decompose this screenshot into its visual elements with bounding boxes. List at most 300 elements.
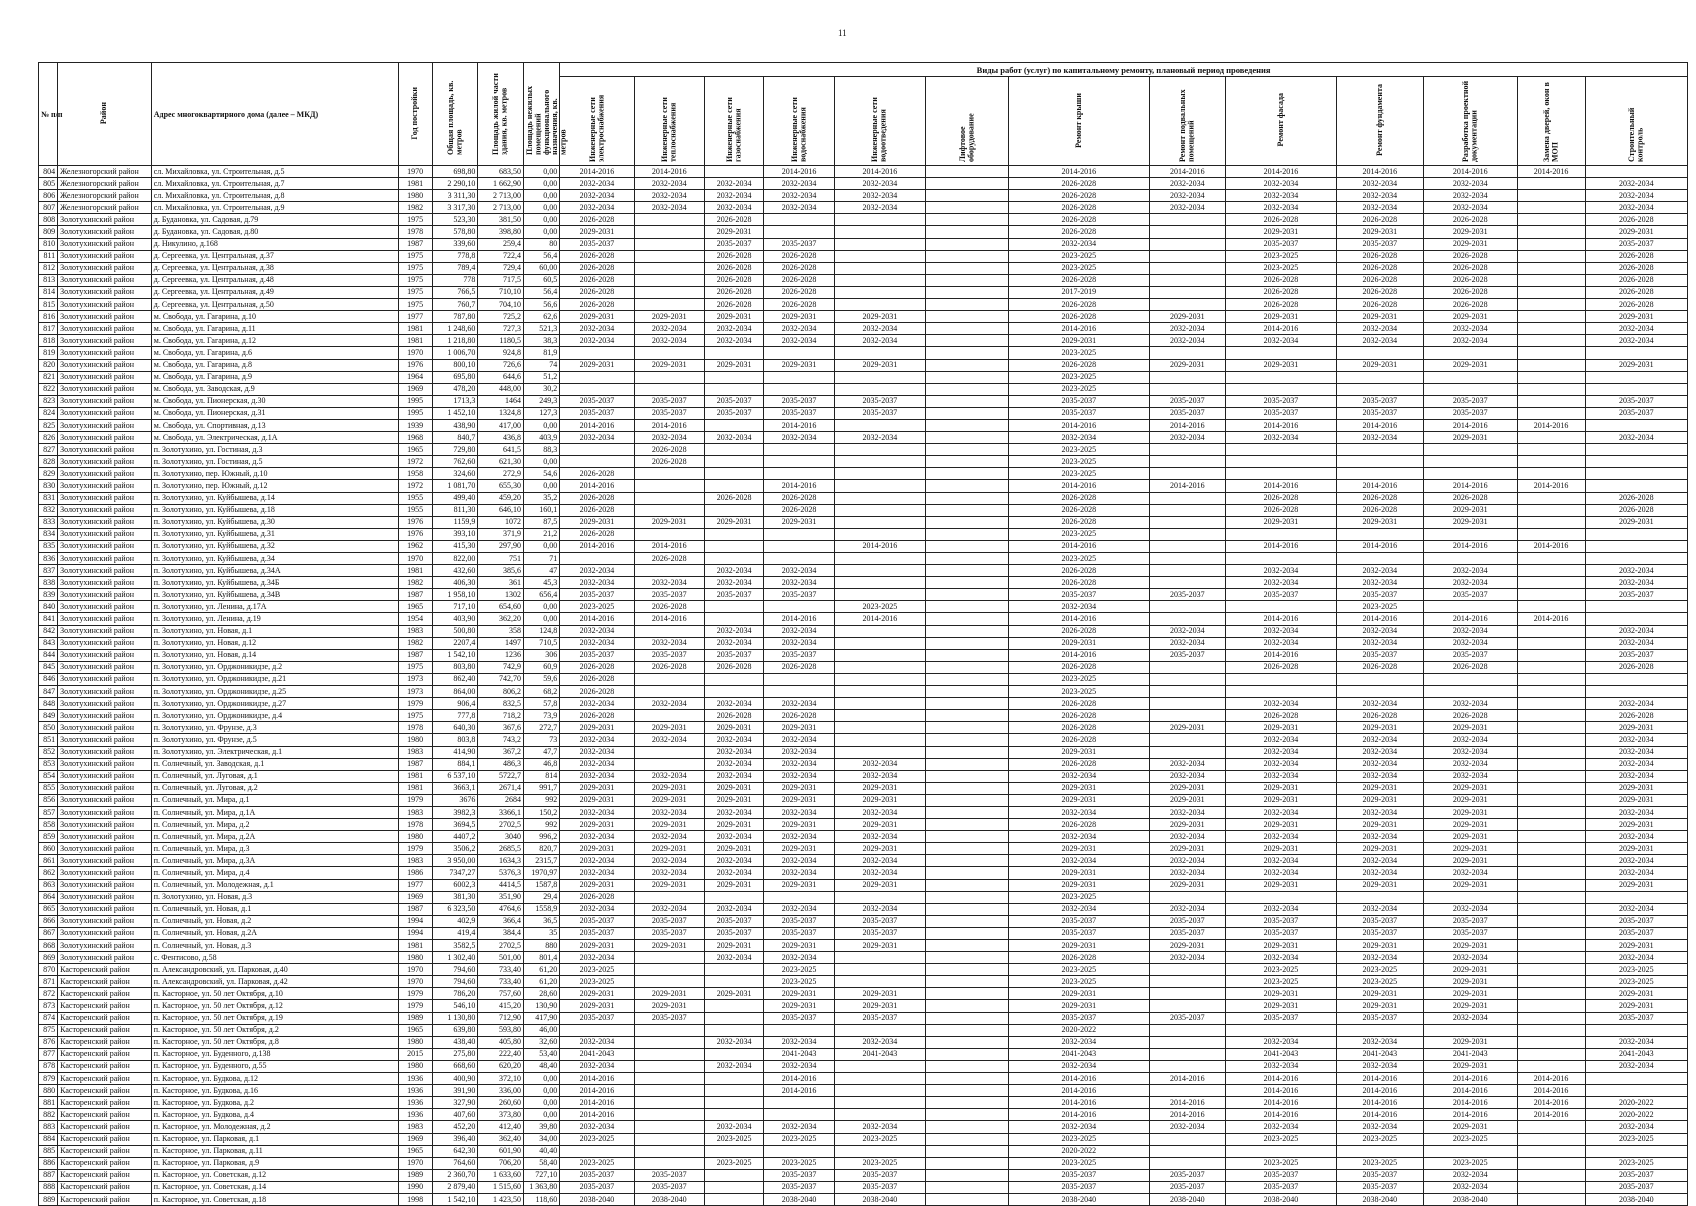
cell-nonliving-area: 127,3 bbox=[524, 407, 560, 419]
cell-roof: 2035-2037 bbox=[1009, 915, 1149, 927]
cell-basement: 2032-2034 bbox=[1149, 1121, 1226, 1133]
cell-design-docs: 2026-2028 bbox=[1423, 250, 1517, 262]
cell-build-year: 1955 bbox=[398, 504, 432, 516]
cell-foundation: 2032-2034 bbox=[1336, 565, 1423, 577]
cell-row-number: 877 bbox=[39, 1048, 58, 1060]
cell-basement bbox=[1149, 238, 1226, 250]
cell-electricity: 2029-2031 bbox=[560, 843, 634, 855]
cell-nonliving-area: 56,4 bbox=[524, 250, 560, 262]
cell-nonliving-area: 417,90 bbox=[524, 1012, 560, 1024]
cell-build-year: 1979 bbox=[398, 988, 432, 1000]
cell-drainage: 2035-2037 bbox=[834, 1169, 925, 1181]
cell-total-area: 778,8 bbox=[432, 250, 478, 262]
cell-water-supply: 2032-2034 bbox=[764, 867, 834, 879]
cell-row-number: 846 bbox=[39, 673, 58, 685]
cell-district: Золотухинский район bbox=[58, 214, 152, 226]
cell-facade: 2023-2025 bbox=[1226, 250, 1337, 262]
cell-construction-control: 2032-2034 bbox=[1585, 637, 1687, 649]
cell-row-number: 849 bbox=[39, 710, 58, 722]
cell-design-docs: 2029-2031 bbox=[1423, 722, 1517, 734]
cell-elevator bbox=[926, 879, 1009, 891]
cell-basement: 2035-2037 bbox=[1149, 407, 1226, 419]
cell-elevator bbox=[926, 299, 1009, 311]
cell-roof: 2029-2031 bbox=[1009, 843, 1149, 855]
cell-water-supply: 2032-2034 bbox=[764, 758, 834, 770]
cell-heating: 2032-2034 bbox=[634, 806, 704, 818]
cell-doors-windows bbox=[1517, 891, 1585, 903]
table-row bbox=[39, 1085, 1688, 1097]
cell-foundation: 2032-2034 bbox=[1336, 903, 1423, 915]
cell-foundation: 2014-2016 bbox=[1336, 166, 1423, 178]
cell-elevator bbox=[926, 661, 1009, 673]
cell-design-docs: 2029-2031 bbox=[1423, 1036, 1517, 1048]
cell-water-supply: 2026-2028 bbox=[764, 262, 834, 274]
cell-design-docs: 2032-2034 bbox=[1423, 323, 1517, 335]
cell-water-supply: 2023-2025 bbox=[764, 964, 834, 976]
cell-basement: 2032-2034 bbox=[1149, 770, 1226, 782]
cell-design-docs: 2032-2034 bbox=[1423, 734, 1517, 746]
cell-drainage: 2014-2016 bbox=[834, 613, 925, 625]
cell-row-number: 863 bbox=[39, 879, 58, 891]
cell-foundation: 2035-2037 bbox=[1336, 589, 1423, 601]
cell-district: Золотухинский район bbox=[58, 238, 152, 250]
cell-foundation: 2023-2025 bbox=[1336, 1157, 1423, 1169]
cell-address: п. Солнечный, ул. Новая, д.2А bbox=[151, 927, 398, 939]
cell-roof: 2026-2028 bbox=[1009, 202, 1149, 214]
cell-address: п. Солнечный, ул. Мира, д.1 bbox=[151, 794, 398, 806]
table-row bbox=[39, 1133, 1688, 1145]
cell-electricity: 2014-2016 bbox=[560, 1109, 634, 1121]
cell-total-area: 3 311,30 bbox=[432, 190, 478, 202]
cell-living-area: 1497 bbox=[478, 637, 524, 649]
cell-basement: 2032-2034 bbox=[1149, 952, 1226, 964]
cell-nonliving-area: 36,5 bbox=[524, 915, 560, 927]
cell-nonliving-area: 56,4 bbox=[524, 286, 560, 298]
cell-elevator bbox=[926, 480, 1009, 492]
cell-nonliving-area: 57,8 bbox=[524, 698, 560, 710]
cell-district: Касторенский район bbox=[58, 988, 152, 1000]
cell-address: д. Сергеевка, ул. Центральная, д.49 bbox=[151, 286, 398, 298]
cell-design-docs: 2026-2028 bbox=[1423, 299, 1517, 311]
cell-doors-windows bbox=[1517, 782, 1585, 794]
cell-foundation: 2032-2034 bbox=[1336, 1036, 1423, 1048]
cell-facade: 2029-2031 bbox=[1226, 879, 1337, 891]
cell-construction-control: 2026-2028 bbox=[1585, 504, 1687, 516]
cell-construction-control bbox=[1585, 553, 1687, 565]
cell-nonliving-area: 74 bbox=[524, 359, 560, 371]
cell-construction-control: 2035-2037 bbox=[1585, 407, 1687, 419]
cell-total-area: 789,4 bbox=[432, 262, 478, 274]
col-header-foundation bbox=[1336, 77, 1423, 166]
cell-electricity: 2029-2031 bbox=[560, 226, 634, 238]
table-row bbox=[39, 927, 1688, 939]
cell-doors-windows bbox=[1517, 395, 1585, 407]
cell-doors-windows bbox=[1517, 806, 1585, 818]
cell-address: п. Золотухино, ул. Куйбышева, д.14 bbox=[151, 492, 398, 504]
col-header-doors-windows bbox=[1517, 77, 1585, 166]
cell-build-year: 1973 bbox=[398, 686, 432, 698]
cell-roof: 2026-2028 bbox=[1009, 565, 1149, 577]
cell-address: п. Солнечный, ул. Новая, д.1 bbox=[151, 903, 398, 915]
cell-drainage bbox=[834, 528, 925, 540]
cell-build-year: 1979 bbox=[398, 843, 432, 855]
cell-elevator bbox=[926, 1036, 1009, 1048]
col-header-construction-control bbox=[1585, 77, 1687, 166]
cell-district: Касторенский район bbox=[58, 1012, 152, 1024]
cell-drainage bbox=[834, 734, 925, 746]
cell-row-number: 886 bbox=[39, 1157, 58, 1169]
capital-repair-table bbox=[38, 62, 1688, 1206]
cell-elevator bbox=[926, 565, 1009, 577]
cell-facade: 2032-2034 bbox=[1226, 565, 1337, 577]
cell-nonliving-area: 0,00 bbox=[524, 1073, 560, 1085]
cell-electricity: 2032-2034 bbox=[560, 734, 634, 746]
cell-district: Касторенский район bbox=[58, 1169, 152, 1181]
cell-foundation: 2029-2031 bbox=[1336, 1000, 1423, 1012]
cell-living-area: 367,2 bbox=[478, 746, 524, 758]
cell-water-supply: 2035-2037 bbox=[764, 395, 834, 407]
cell-electricity: 2029-2031 bbox=[560, 782, 634, 794]
cell-heating bbox=[634, 710, 704, 722]
table-row bbox=[39, 238, 1688, 250]
cell-living-area: 1464 bbox=[478, 395, 524, 407]
cell-address: п. Касторное, ул. Советская, д.14 bbox=[151, 1181, 398, 1193]
table-row bbox=[39, 903, 1688, 915]
cell-build-year: 1972 bbox=[398, 480, 432, 492]
col-header-elevator bbox=[926, 77, 1009, 166]
cell-build-year: 1982 bbox=[398, 577, 432, 589]
cell-district: Золотухинский район bbox=[58, 613, 152, 625]
cell-doors-windows bbox=[1517, 964, 1585, 976]
cell-doors-windows bbox=[1517, 286, 1585, 298]
cell-living-area: 384,4 bbox=[478, 927, 524, 939]
cell-elevator bbox=[926, 492, 1009, 504]
cell-basement: 2029-2031 bbox=[1149, 843, 1226, 855]
cell-total-area: 787,80 bbox=[432, 311, 478, 323]
cell-basement bbox=[1149, 540, 1226, 552]
cell-facade bbox=[1226, 444, 1337, 456]
cell-district: Золотухинский район bbox=[58, 553, 152, 565]
cell-heating bbox=[634, 891, 704, 903]
cell-elevator bbox=[926, 1085, 1009, 1097]
cell-roof: 2035-2037 bbox=[1009, 589, 1149, 601]
table-row bbox=[39, 323, 1688, 335]
cell-doors-windows bbox=[1517, 492, 1585, 504]
cell-design-docs bbox=[1423, 347, 1517, 359]
cell-district: Золотухинский район bbox=[58, 649, 152, 661]
cell-gas bbox=[704, 1012, 764, 1024]
col-header-total-area bbox=[432, 63, 478, 166]
cell-foundation: 2026-2028 bbox=[1336, 262, 1423, 274]
cell-gas: 2026-2028 bbox=[704, 661, 764, 673]
cell-nonliving-area: 0,00 bbox=[524, 190, 560, 202]
col-header-gas-label: Инженерные сети газоснабжения bbox=[724, 97, 743, 162]
cell-district: Золотухинский район bbox=[58, 601, 152, 613]
cell-address: п. Касторное, ул. Парковая, д.1 bbox=[151, 1133, 398, 1145]
cell-facade: 2032-2034 bbox=[1226, 867, 1337, 879]
cell-basement: 2029-2031 bbox=[1149, 819, 1226, 831]
cell-nonliving-area: 0,00 bbox=[524, 1097, 560, 1109]
cell-foundation: 2014-2016 bbox=[1336, 1085, 1423, 1097]
table-row bbox=[39, 407, 1688, 419]
cell-doors-windows bbox=[1517, 1169, 1585, 1181]
cell-total-area: 523,30 bbox=[432, 214, 478, 226]
cell-water-supply: 2035-2037 bbox=[764, 1169, 834, 1181]
cell-design-docs bbox=[1423, 891, 1517, 903]
cell-roof: 2032-2034 bbox=[1009, 1121, 1149, 1133]
cell-nonliving-area: 2315,7 bbox=[524, 855, 560, 867]
cell-district: Золотухинский район bbox=[58, 710, 152, 722]
cell-design-docs: 2014-2016 bbox=[1423, 1073, 1517, 1085]
cell-roof: 2026-2028 bbox=[1009, 226, 1149, 238]
cell-build-year: 1970 bbox=[398, 964, 432, 976]
cell-construction-control: 2035-2037 bbox=[1585, 395, 1687, 407]
cell-water-supply: 2029-2031 bbox=[764, 516, 834, 528]
cell-water-supply: 2032-2034 bbox=[764, 625, 834, 637]
table-row bbox=[39, 782, 1688, 794]
cell-total-area: 4407,2 bbox=[432, 831, 478, 843]
cell-water-supply bbox=[764, 371, 834, 383]
cell-build-year: 1975 bbox=[398, 262, 432, 274]
cell-elevator bbox=[926, 964, 1009, 976]
cell-doors-windows bbox=[1517, 843, 1585, 855]
cell-basement: 2032-2034 bbox=[1149, 323, 1226, 335]
cell-water-supply: 2029-2031 bbox=[764, 843, 834, 855]
cell-doors-windows bbox=[1517, 589, 1585, 601]
table-row bbox=[39, 976, 1688, 988]
cell-water-supply bbox=[764, 1145, 834, 1157]
cell-design-docs: 2014-2016 bbox=[1423, 166, 1517, 178]
cell-construction-control bbox=[1585, 383, 1687, 395]
cell-nonliving-area: 0,00 bbox=[524, 613, 560, 625]
cell-doors-windows bbox=[1517, 746, 1585, 758]
cell-elevator bbox=[926, 262, 1009, 274]
cell-roof: 2014-2016 bbox=[1009, 1085, 1149, 1097]
table-body bbox=[39, 166, 1688, 1206]
cell-water-supply: 2032-2034 bbox=[764, 734, 834, 746]
cell-address: п. Золотухино, ул. Орджоникидзе, д.21 bbox=[151, 673, 398, 685]
cell-living-area: 806,2 bbox=[478, 686, 524, 698]
cell-drainage: 2014-2016 bbox=[834, 166, 925, 178]
cell-water-supply: 2032-2034 bbox=[764, 637, 834, 649]
cell-construction-control: 2032-2034 bbox=[1585, 202, 1687, 214]
cell-total-area: 777,8 bbox=[432, 710, 478, 722]
cell-gas: 2032-2034 bbox=[704, 806, 764, 818]
cell-build-year: 1989 bbox=[398, 1169, 432, 1181]
cell-foundation: 2032-2034 bbox=[1336, 432, 1423, 444]
cell-elevator bbox=[926, 1000, 1009, 1012]
cell-heating: 2035-2037 bbox=[634, 1181, 704, 1193]
cell-heating: 2029-2031 bbox=[634, 794, 704, 806]
cell-total-area: 1 302,40 bbox=[432, 952, 478, 964]
cell-water-supply: 2032-2034 bbox=[764, 1121, 834, 1133]
cell-total-area: 778 bbox=[432, 274, 478, 286]
cell-construction-control: 2032-2034 bbox=[1585, 746, 1687, 758]
cell-elevator bbox=[926, 577, 1009, 589]
cell-doors-windows bbox=[1517, 311, 1585, 323]
cell-heating: 2029-2031 bbox=[634, 819, 704, 831]
table-row bbox=[39, 1000, 1688, 1012]
cell-drainage: 2029-2031 bbox=[834, 988, 925, 1000]
cell-living-area: 743,2 bbox=[478, 734, 524, 746]
cell-district: Золотухинский район bbox=[58, 480, 152, 492]
cell-facade: 2023-2025 bbox=[1226, 976, 1337, 988]
cell-build-year: 1969 bbox=[398, 891, 432, 903]
cell-construction-control bbox=[1585, 891, 1687, 903]
cell-gas: 2032-2034 bbox=[704, 1036, 764, 1048]
table-row bbox=[39, 637, 1688, 649]
cell-gas bbox=[704, 456, 764, 468]
cell-heating bbox=[634, 371, 704, 383]
col-header-doors-windows-label: Замена дверей, окон в МОП bbox=[1541, 82, 1560, 162]
cell-roof: 2032-2034 bbox=[1009, 806, 1149, 818]
cell-electricity bbox=[560, 347, 634, 359]
cell-living-area: 2702,5 bbox=[478, 940, 524, 952]
cell-build-year: 1980 bbox=[398, 190, 432, 202]
cell-build-year: 1998 bbox=[398, 1193, 432, 1205]
col-header-facade bbox=[1226, 77, 1337, 166]
cell-living-area: 1236 bbox=[478, 649, 524, 661]
cell-nonliving-area: 47 bbox=[524, 565, 560, 577]
col-header-gas bbox=[704, 77, 764, 166]
cell-drainage: 2029-2031 bbox=[834, 359, 925, 371]
cell-water-supply: 2032-2034 bbox=[764, 698, 834, 710]
cell-drainage: 2029-2031 bbox=[834, 843, 925, 855]
cell-drainage bbox=[834, 589, 925, 601]
cell-row-number: 887 bbox=[39, 1169, 58, 1181]
cell-construction-control: 2026-2028 bbox=[1585, 274, 1687, 286]
cell-heating: 2029-2031 bbox=[634, 782, 704, 794]
cell-water-supply: 2029-2031 bbox=[764, 359, 834, 371]
cell-electricity: 2029-2031 bbox=[560, 311, 634, 323]
cell-doors-windows: 2014-2016 bbox=[1517, 419, 1585, 431]
cell-elevator bbox=[926, 794, 1009, 806]
table-row bbox=[39, 492, 1688, 504]
cell-roof: 2029-2031 bbox=[1009, 879, 1149, 891]
cell-living-area: 729,4 bbox=[478, 262, 524, 274]
cell-heating: 2035-2037 bbox=[634, 1169, 704, 1181]
cell-address: д. Будановка, ул. Садовая, д.80 bbox=[151, 226, 398, 238]
cell-doors-windows bbox=[1517, 952, 1585, 964]
cell-total-area: 1713,3 bbox=[432, 395, 478, 407]
cell-living-area: 2 713,00 bbox=[478, 190, 524, 202]
cell-roof: 2026-2028 bbox=[1009, 722, 1149, 734]
cell-roof: 2029-2031 bbox=[1009, 335, 1149, 347]
cell-heating: 2035-2037 bbox=[634, 927, 704, 939]
cell-heating: 2032-2034 bbox=[634, 178, 704, 190]
cell-roof: 2026-2028 bbox=[1009, 311, 1149, 323]
cell-drainage bbox=[834, 214, 925, 226]
cell-roof: 2014-2016 bbox=[1009, 1073, 1149, 1085]
cell-foundation: 2029-2031 bbox=[1336, 516, 1423, 528]
cell-row-number: 824 bbox=[39, 407, 58, 419]
cell-row-number: 822 bbox=[39, 383, 58, 395]
cell-electricity: 2032-2034 bbox=[560, 190, 634, 202]
cell-heating bbox=[634, 262, 704, 274]
cell-district: Золотухинский район bbox=[58, 589, 152, 601]
cell-address: п. Золотухино, ул. Куйбышева, д.34В bbox=[151, 589, 398, 601]
cell-district: Золотухинский район bbox=[58, 661, 152, 673]
cell-design-docs: 2032-2034 bbox=[1423, 565, 1517, 577]
cell-total-area: 400,90 bbox=[432, 1073, 478, 1085]
cell-doors-windows bbox=[1517, 661, 1585, 673]
cell-district: Касторенский район bbox=[58, 1085, 152, 1097]
cell-basement bbox=[1149, 746, 1226, 758]
cell-elevator bbox=[926, 1181, 1009, 1193]
cell-doors-windows bbox=[1517, 371, 1585, 383]
cell-gas bbox=[704, 371, 764, 383]
cell-elevator bbox=[926, 202, 1009, 214]
cell-design-docs bbox=[1423, 553, 1517, 565]
cell-basement bbox=[1149, 613, 1226, 625]
cell-design-docs: 2032-2034 bbox=[1423, 625, 1517, 637]
cell-drainage bbox=[834, 952, 925, 964]
cell-address: д. Сергеевка, ул. Центральная, д.37 bbox=[151, 250, 398, 262]
cell-foundation bbox=[1336, 528, 1423, 540]
cell-doors-windows bbox=[1517, 359, 1585, 371]
cell-design-docs bbox=[1423, 528, 1517, 540]
cell-nonliving-area: 59,6 bbox=[524, 673, 560, 685]
cell-total-area: 546,10 bbox=[432, 1000, 478, 1012]
cell-basement: 2029-2031 bbox=[1149, 782, 1226, 794]
cell-foundation: 2026-2028 bbox=[1336, 274, 1423, 286]
cell-construction-control: 2020-2022 bbox=[1585, 1109, 1687, 1121]
cell-doors-windows bbox=[1517, 262, 1585, 274]
cell-heating bbox=[634, 468, 704, 480]
cell-row-number: 807 bbox=[39, 202, 58, 214]
cell-roof: 2035-2037 bbox=[1009, 1012, 1149, 1024]
cell-living-area: 2671,4 bbox=[478, 782, 524, 794]
table-row bbox=[39, 589, 1688, 601]
cell-row-number: 862 bbox=[39, 867, 58, 879]
cell-address: п. Касторное, ул. Будкова, д.12 bbox=[151, 1073, 398, 1085]
cell-elevator bbox=[926, 1048, 1009, 1060]
cell-total-area: 393,10 bbox=[432, 528, 478, 540]
cell-elevator bbox=[926, 178, 1009, 190]
cell-living-area: 2702,5 bbox=[478, 819, 524, 831]
cell-total-area: 2 360,70 bbox=[432, 1169, 478, 1181]
cell-living-area: 621,30 bbox=[478, 456, 524, 468]
cell-build-year: 1983 bbox=[398, 625, 432, 637]
cell-construction-control: 2029-2031 bbox=[1585, 782, 1687, 794]
cell-heating: 2014-2016 bbox=[634, 613, 704, 625]
cell-basement: 2032-2034 bbox=[1149, 831, 1226, 843]
cell-foundation: 2026-2028 bbox=[1336, 504, 1423, 516]
cell-row-number: 842 bbox=[39, 625, 58, 637]
cell-gas: 2026-2028 bbox=[704, 274, 764, 286]
cell-district: Золотухинский район bbox=[58, 299, 152, 311]
cell-elevator bbox=[926, 456, 1009, 468]
cell-roof: 2014-2016 bbox=[1009, 323, 1149, 335]
cell-total-area: 803,8 bbox=[432, 734, 478, 746]
cell-heating bbox=[634, 976, 704, 988]
cell-elevator bbox=[926, 1097, 1009, 1109]
table-row bbox=[39, 722, 1688, 734]
cell-foundation: 2026-2028 bbox=[1336, 214, 1423, 226]
cell-build-year: 1954 bbox=[398, 613, 432, 625]
cell-elevator bbox=[926, 673, 1009, 685]
cell-row-number: 867 bbox=[39, 927, 58, 939]
cell-gas bbox=[704, 166, 764, 178]
cell-living-area: 371,9 bbox=[478, 528, 524, 540]
cell-electricity bbox=[560, 1145, 634, 1157]
cell-total-area: 3 317,30 bbox=[432, 202, 478, 214]
cell-gas bbox=[704, 1000, 764, 1012]
cell-total-area: 840,7 bbox=[432, 432, 478, 444]
cell-electricity: 2035-2037 bbox=[560, 238, 634, 250]
table-row bbox=[39, 952, 1688, 964]
cell-total-area: 2 290,10 bbox=[432, 178, 478, 190]
